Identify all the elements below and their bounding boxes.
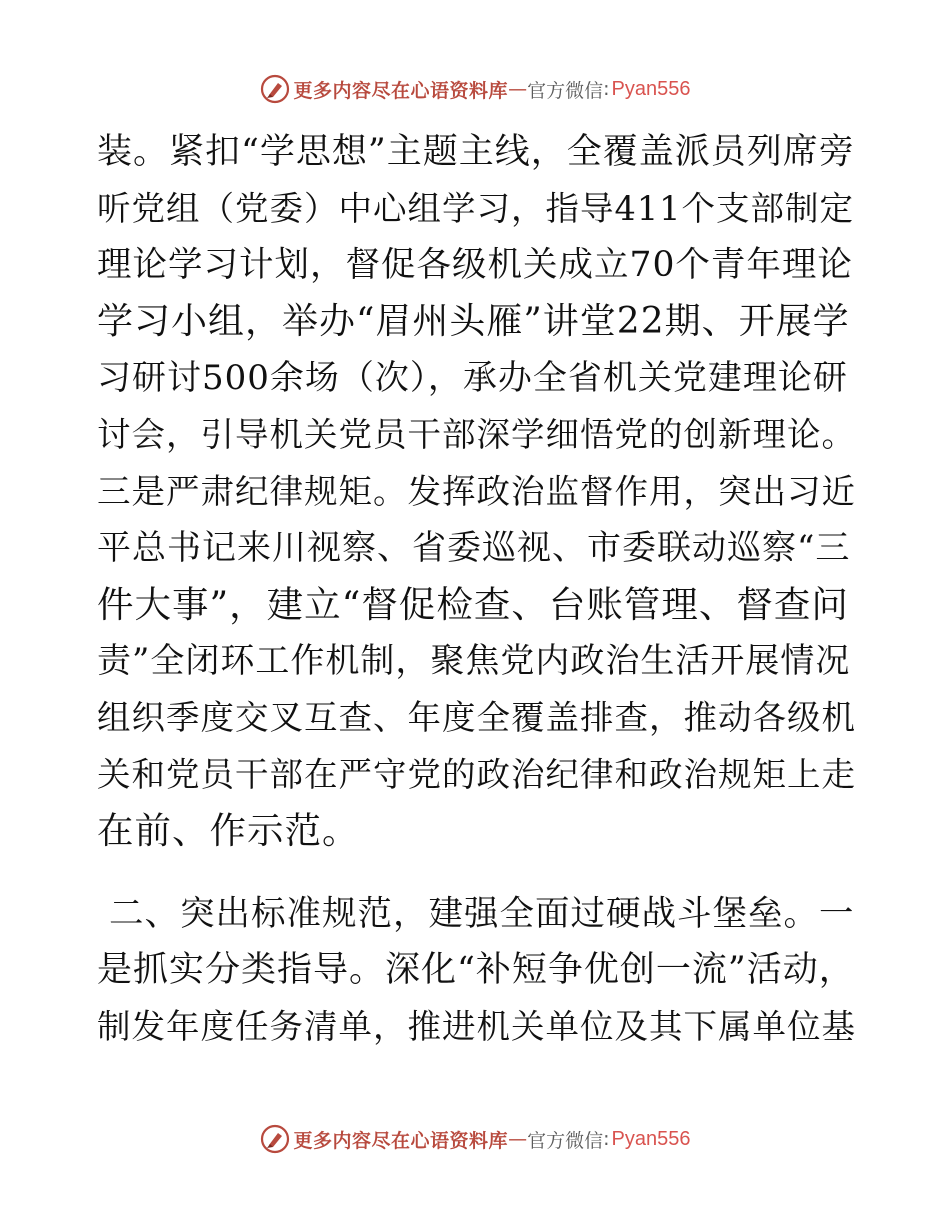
- watermark-wechat-id: Pyan556: [611, 77, 691, 100]
- watermark-wechat-label: 官方微信: [527, 1129, 604, 1152]
- watermark-brand-text: 更多内容尽在心语资料库: [293, 1129, 509, 1152]
- document-body: [97, 124, 857, 1056]
- paragraph: [97, 886, 857, 1056]
- watermark-dash: —: [508, 1128, 528, 1150]
- pen-nib-logo-icon: [260, 1124, 290, 1154]
- watermark-colon: :: [603, 1128, 610, 1150]
- text-line: 在前、作示范。: [97, 809, 360, 853]
- header-watermark: [0, 74, 950, 104]
- text-line: 习研讨500余场（次），承办全省机关党建理论研: [97, 358, 848, 399]
- text-line: 关和党员干部在严守党的政治纪律和政治规矩上走: [97, 754, 856, 794]
- text-line: 理论学习计划，督促各级机关成立70个青年理论: [97, 245, 853, 286]
- watermark-wechat-label: 官方微信: [527, 79, 604, 102]
- footer-watermark: [0, 1124, 950, 1154]
- watermark-dash: —: [508, 78, 528, 100]
- paragraph-spacer: [97, 860, 857, 886]
- pen-nib-logo-icon: [260, 74, 290, 104]
- watermark-wechat-id: Pyan556: [611, 1127, 691, 1150]
- text-line: 讨会，引导机关党员干部深学细悟党的创新理论。: [97, 414, 856, 454]
- text-line: 责”全闭环工作机制，聚焦党内政治生活开展情况: [97, 641, 851, 682]
- watermark-colon: :: [603, 78, 610, 100]
- text-line: 听党组（党委）中心组学习，指导411个支部制定: [97, 188, 854, 228]
- text-line: 装。紧扣“学思想”主题主线，全覆盖派员列席旁: [97, 132, 855, 172]
- text-line: 平总书记来川视察、省委巡视、市委联动巡察“三: [97, 528, 851, 569]
- watermark-brand-text: 更多内容尽在心语资料库: [293, 79, 509, 102]
- text-line: 是抓实分类指导。深化“补短争优创一流”活动，: [97, 950, 855, 991]
- text-line: 组织季度交叉互查、年度全覆盖排查，推动各级机: [97, 697, 856, 737]
- paragraph: [97, 124, 857, 860]
- section-heading-line: 二、突出标准规范，建强全面过硬战斗堡垒。一: [97, 893, 855, 934]
- text-line: 制发年度任务清单，推进机关单位及其下属单位基: [97, 1006, 856, 1046]
- text-line: 三是严肃纪律规矩。发挥政治监督作用，突出习近: [97, 471, 856, 511]
- text-line: 学习小组，举办“眉州头雁”讲堂22期、开展学: [97, 300, 850, 342]
- text-line: 件大事”，建立“督促检查、台账管理、督查问: [97, 582, 849, 626]
